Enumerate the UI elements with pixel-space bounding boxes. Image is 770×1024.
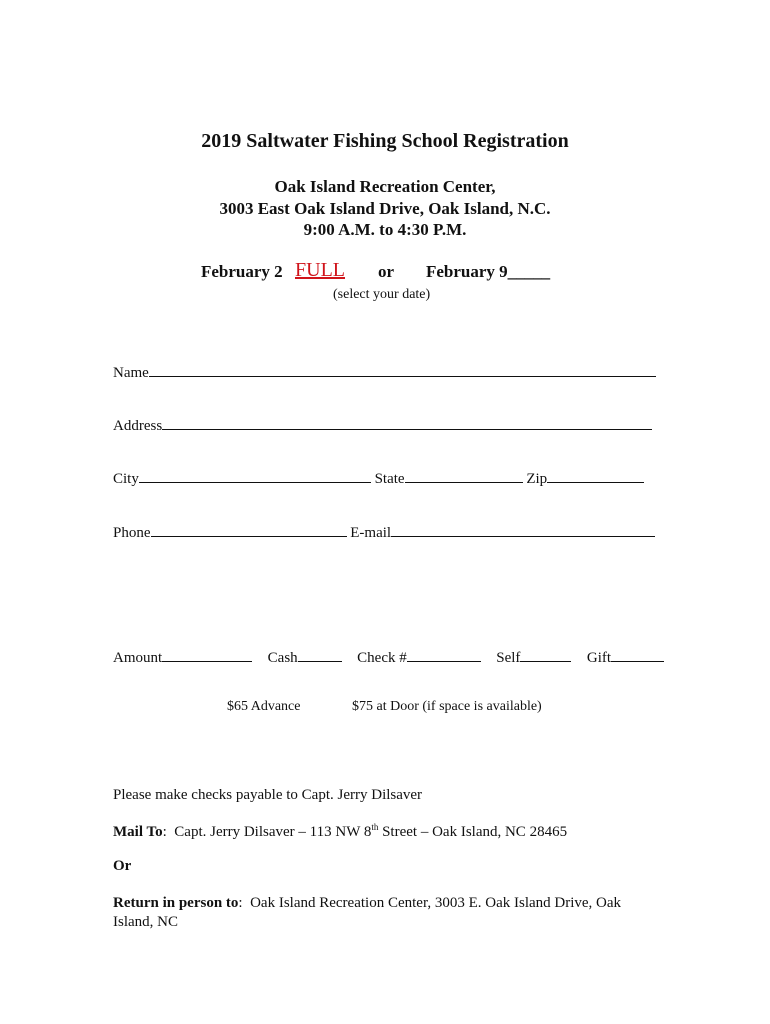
check-input-line[interactable] — [407, 647, 481, 662]
payment-row — [113, 647, 664, 667]
gift-label: Gift — [586, 650, 612, 666]
return-in-person-line: Return in person to: Oak Island Recreation Center, 3003 E. Oak Island Drive, Oak Island, NC — [113, 895, 622, 930]
checks-payable-note: Please make checks payable to Capt. Jerry Dilsaver — [113, 787, 423, 803]
gift-input-line[interactable] — [611, 647, 664, 662]
phone-label: Phone — [113, 525, 151, 541]
select-date-hint: (select your date) — [333, 287, 431, 302]
phone-email-row — [113, 522, 655, 542]
door-price: $75 at Door (if space is available) — [352, 699, 542, 714]
mail-to-address: Capt. Jerry Dilsaver – 113 NW 8 — [174, 824, 372, 840]
state-label: State — [374, 471, 405, 487]
return-address: Oak Island Recreation Center, 3003 E. Oak Island Drive, Oak Island, NC — [113, 895, 622, 930]
state-input-line[interactable] — [405, 468, 523, 483]
cash-label: Cash — [267, 650, 298, 666]
mail-to-label: Mail To — [113, 824, 163, 840]
or-label: Or — [113, 858, 132, 874]
zip-label: Zip — [526, 471, 548, 487]
date-option-2[interactable]: February 9_____ — [426, 262, 551, 281]
address-input-line[interactable] — [162, 415, 652, 430]
check-label: Check # — [357, 650, 407, 666]
amount-label: Amount — [113, 650, 163, 666]
name-label: Name — [113, 365, 149, 381]
city-label: City — [113, 471, 139, 487]
full-status-label: FULL — [295, 259, 345, 281]
venue-name: Oak Island Recreation Center, — [274, 177, 496, 196]
amount-input-line[interactable] — [162, 647, 252, 662]
email-label: E-mail — [350, 525, 392, 541]
name-input-line[interactable] — [149, 362, 656, 377]
self-input-line[interactable] — [520, 647, 571, 662]
self-label: Self — [496, 650, 521, 666]
mail-to-line: Mail To: Capt. Jerry Dilsaver – 113 NW 8th Street – Oak Island, NC 28465 — [113, 822, 568, 840]
phone-input-line[interactable] — [151, 522, 347, 537]
name-field[interactable] — [113, 362, 656, 382]
zip-input-line[interactable] — [547, 468, 644, 483]
city-state-zip-row — [113, 468, 644, 488]
address-label: Address — [113, 418, 163, 434]
date-or-label: or — [378, 262, 395, 281]
address-field[interactable] — [113, 415, 652, 435]
venue-address: 3003 East Oak Island Drive, Oak Island, N.C. — [219, 199, 551, 218]
ordinal-suffix: th — [371, 822, 379, 832]
venue-hours: 9:00 A.M. to 4:30 P.M. — [303, 220, 467, 239]
email-input-line[interactable] — [391, 522, 655, 537]
form-title: 2019 Saltwater Fishing School Registration — [201, 130, 569, 152]
cash-input-line[interactable] — [298, 647, 342, 662]
return-label: Return in person to — [113, 895, 239, 911]
mail-to-address-rest: Street – Oak Island, NC 28465 — [378, 824, 568, 840]
date-option-1[interactable]: February 2 — [201, 262, 283, 281]
advance-price: $65 Advance — [227, 699, 301, 714]
city-input-line[interactable] — [139, 468, 371, 483]
